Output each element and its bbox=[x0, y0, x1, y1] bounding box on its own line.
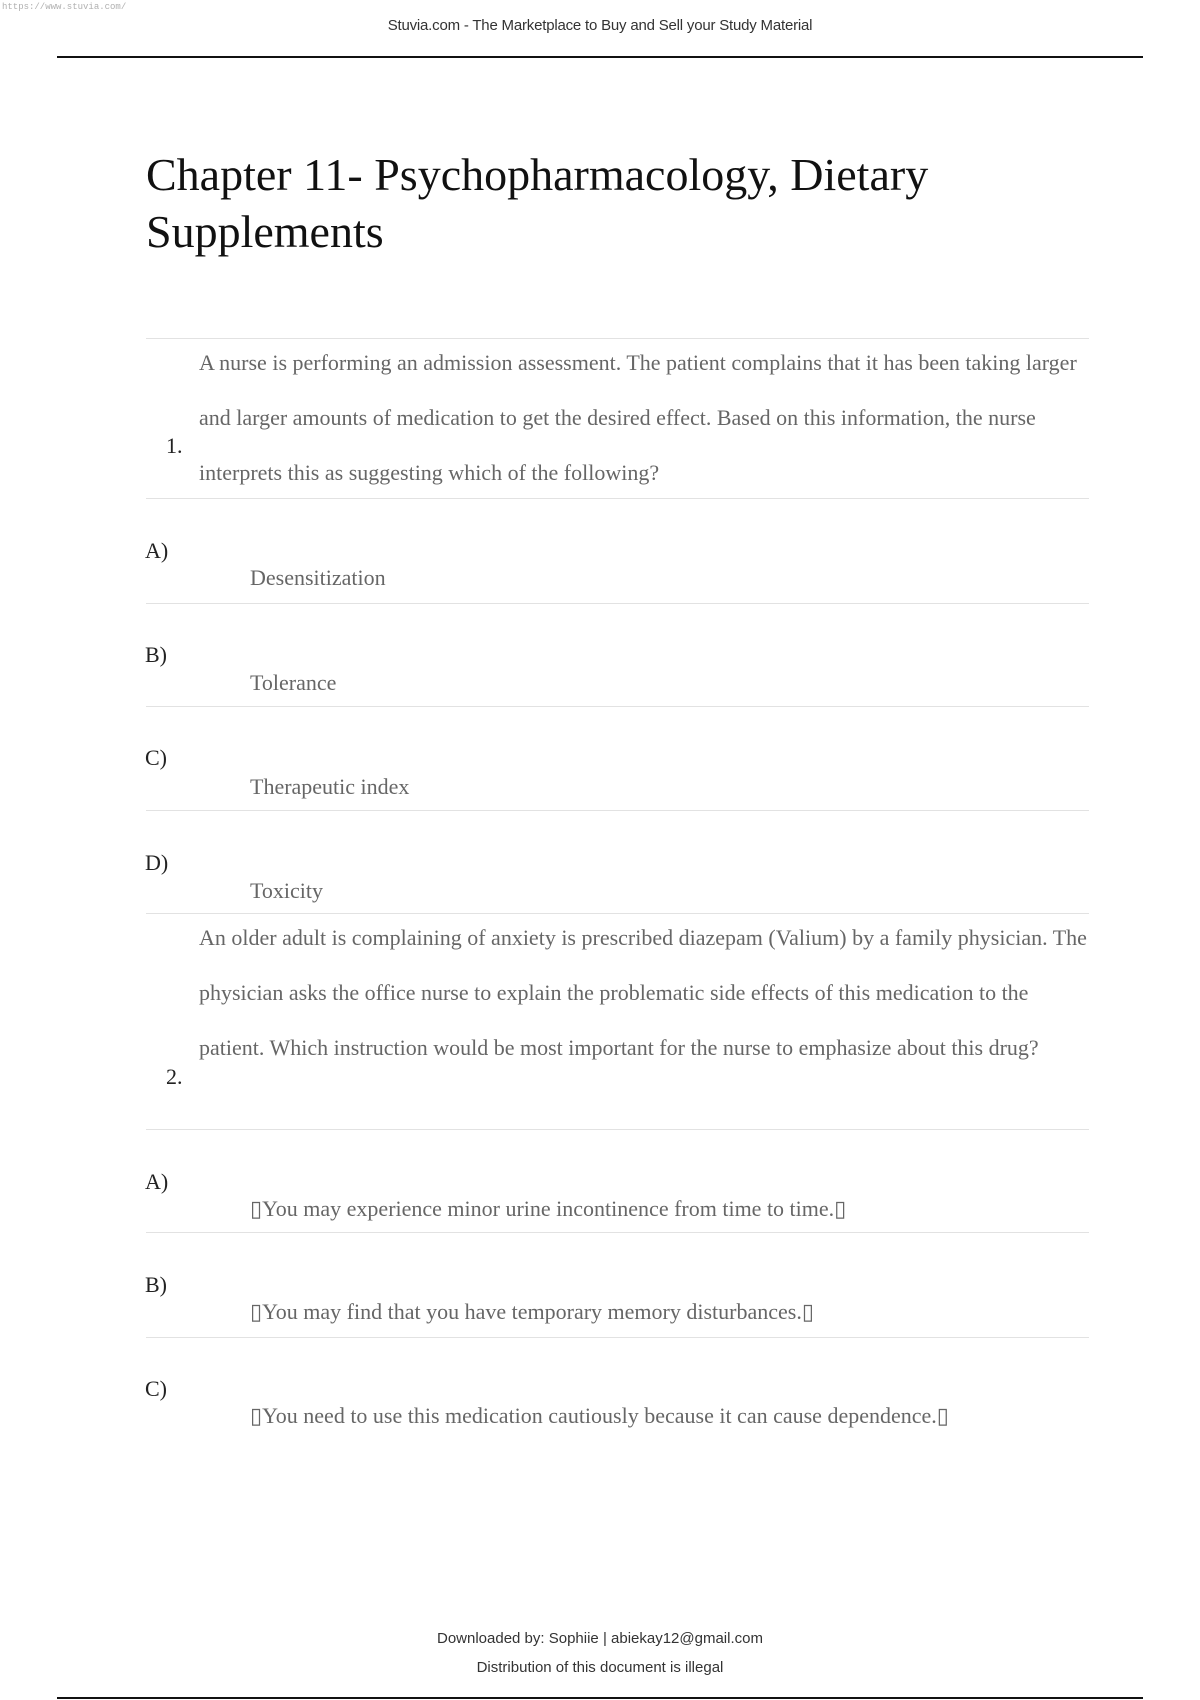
option-text: ▯You need to use this medication cautiously because it can cause dependence.▯ bbox=[250, 1403, 949, 1428]
option-letter: B) bbox=[145, 1272, 167, 1297]
separator bbox=[146, 603, 1089, 604]
footer-downloaded-by: Downloaded by: Sophiie | abiekay12@gmail.com bbox=[437, 1630, 763, 1647]
option-text: Toxicity bbox=[250, 878, 324, 903]
option-text: ▯You may experience minor urine incontinence from time to time.▯ bbox=[250, 1196, 847, 1221]
footer-distribution-notice: Distribution of this document is illegal bbox=[476, 1659, 724, 1676]
separator bbox=[146, 1129, 1089, 1130]
document-title: Chapter 11- Psychopharmacology, Dietary Supplements bbox=[146, 149, 929, 257]
option-text: ▯You may find that you have temporary memory disturbances.▯ bbox=[250, 1299, 814, 1324]
option-text: Tolerance bbox=[250, 670, 337, 695]
header-rule bbox=[57, 56, 1143, 58]
page-header: Stuvia.com - The Marketplace to Buy and Sell your Study Material bbox=[387, 17, 813, 34]
option-letter: C) bbox=[145, 745, 167, 770]
footer-rule bbox=[57, 1697, 1143, 1699]
separator bbox=[146, 498, 1089, 499]
option-text: Therapeutic index bbox=[250, 774, 410, 799]
option-text: Desensitization bbox=[250, 565, 386, 590]
question-number: 1. bbox=[166, 433, 183, 458]
question-number: 2. bbox=[166, 1064, 183, 1089]
question-text: A nurse is performing an admission assessment. The patient complains that it has been taking larger and larger amounts of medication to get the desired effect. Based on this information, the nurse interprets this as suggesting which of the following? bbox=[199, 350, 1077, 485]
url-stamp: https://www.stuvia.com/ bbox=[2, 2, 127, 12]
separator bbox=[146, 706, 1089, 707]
option-letter: D) bbox=[145, 850, 169, 875]
option-letter: C) bbox=[145, 1376, 167, 1401]
option-letter: B) bbox=[145, 642, 167, 667]
separator bbox=[146, 810, 1089, 811]
question-text: An older adult is complaining of anxiety is prescribed diazepam (Valium) by a family physician. The physician asks the office nurse to explain the problematic side effects of this medication to the patient. Which instruction would be most important for the nurse to emphasize about this drug? bbox=[199, 925, 1087, 1060]
option-letter: A) bbox=[145, 1169, 169, 1194]
option-letter: A) bbox=[145, 538, 169, 563]
separator bbox=[146, 1337, 1089, 1338]
separator bbox=[146, 1232, 1089, 1233]
